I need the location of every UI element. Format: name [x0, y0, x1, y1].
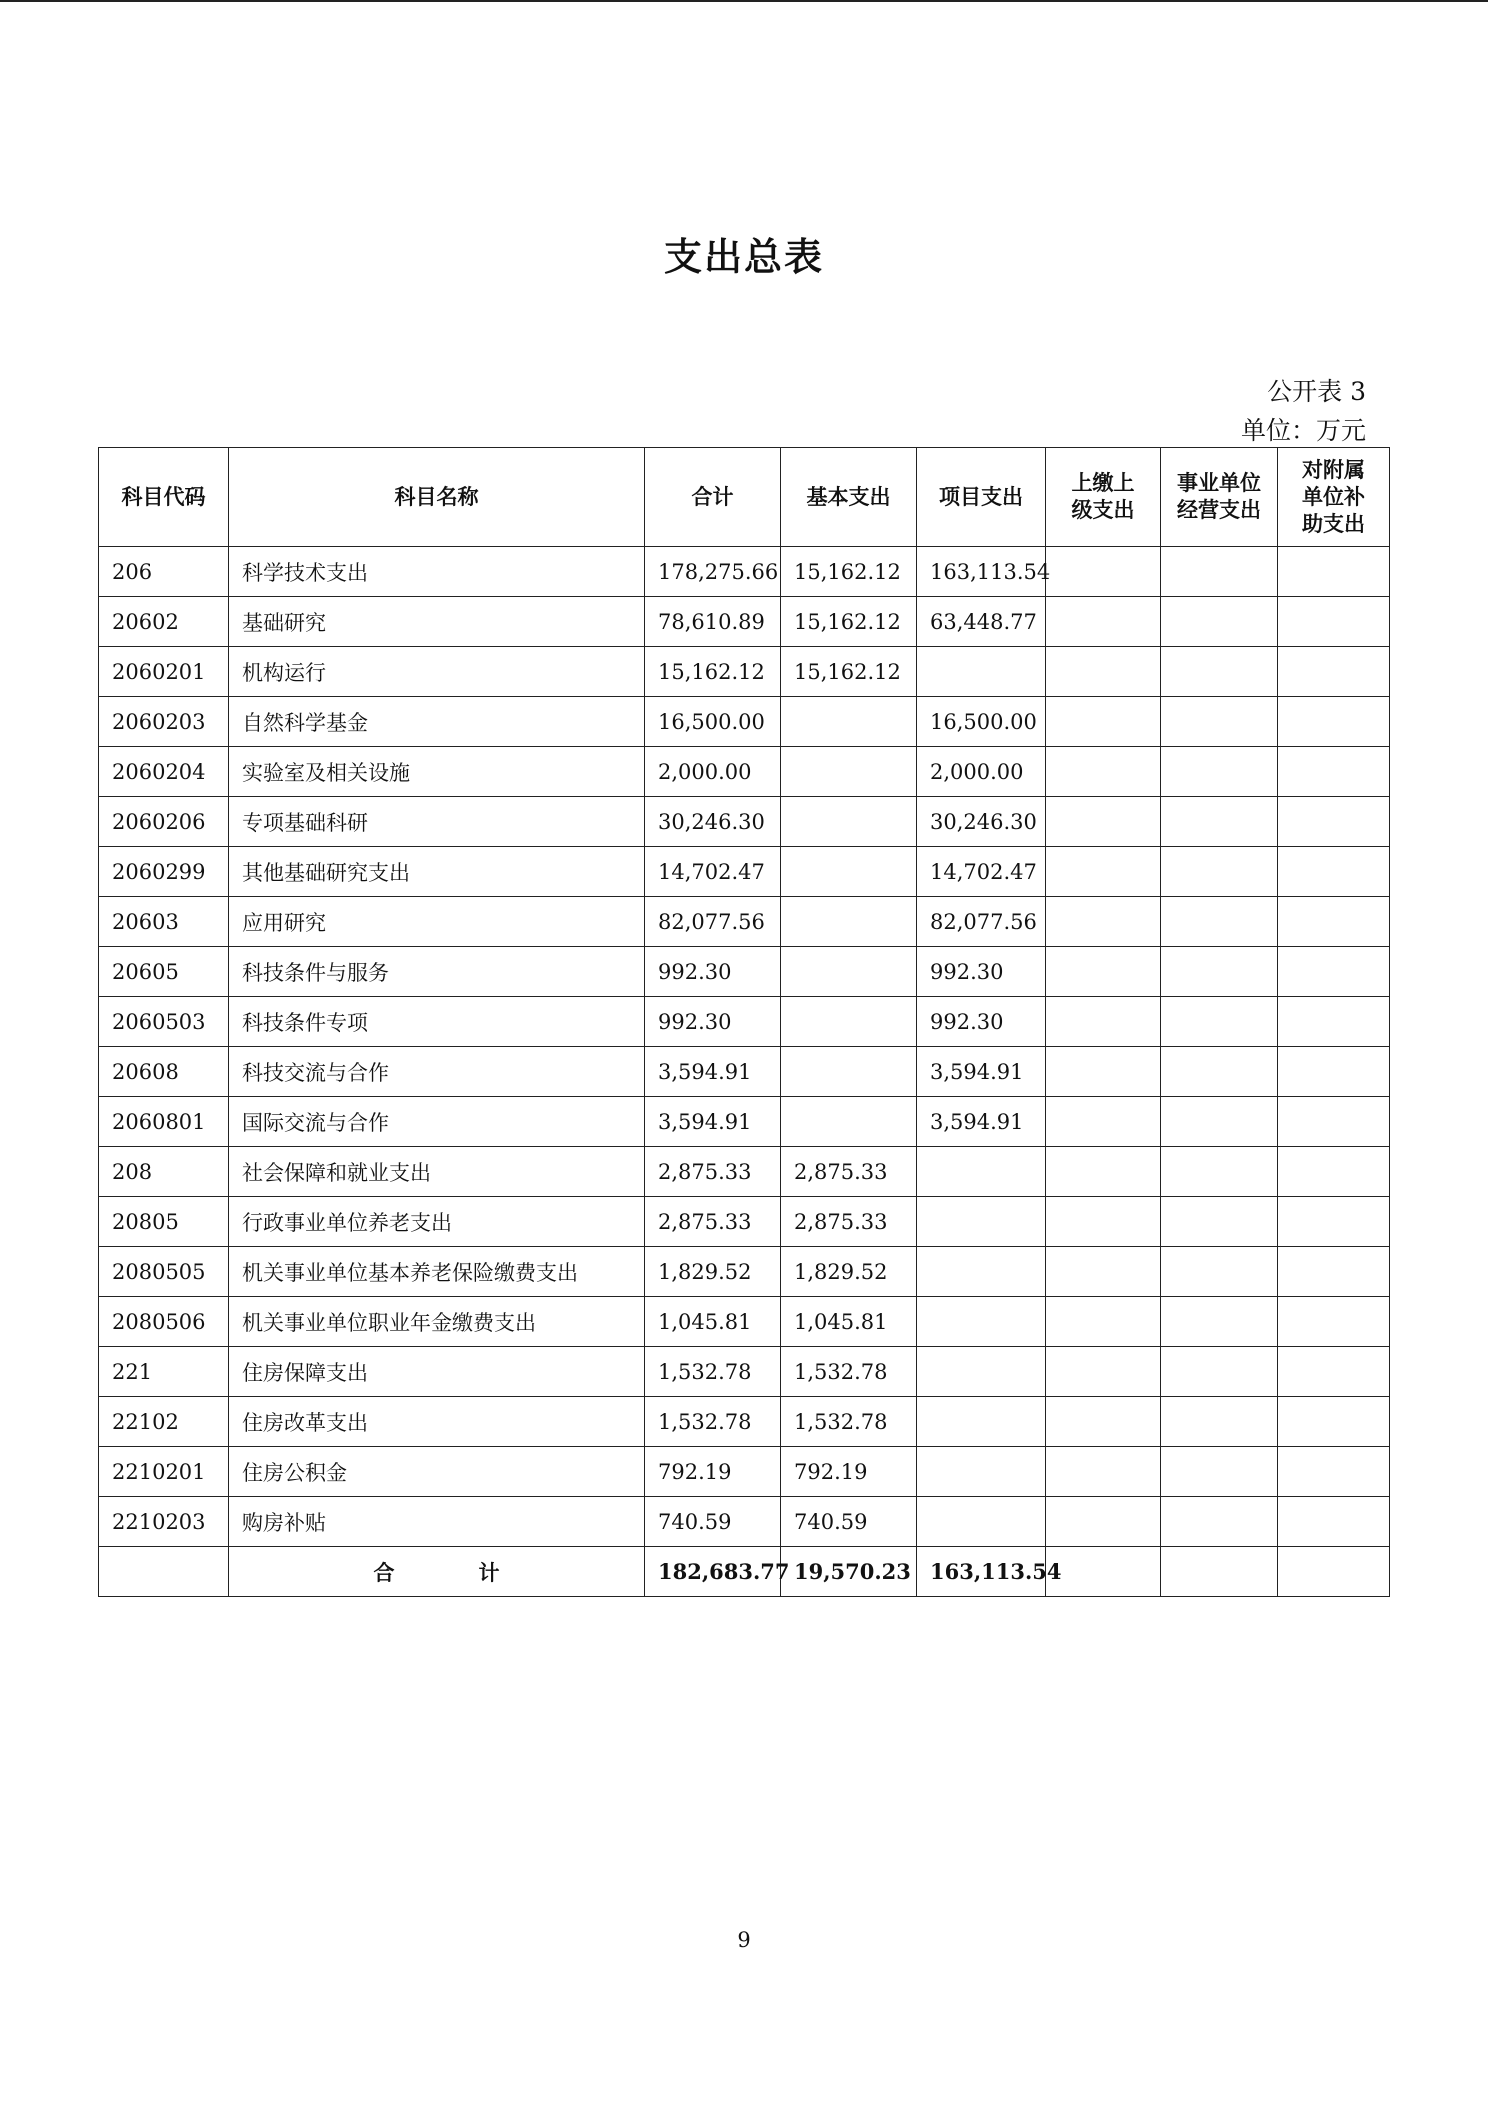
cell-upper [1046, 1297, 1161, 1347]
total-cell-code [99, 1547, 229, 1597]
page-title: 支出总表 [663, 235, 824, 279]
cell-business [1161, 897, 1278, 947]
header-code: 科目代码 [99, 448, 229, 547]
table-row [99, 597, 1390, 647]
cell-name: 实验室及相关设施 [229, 747, 645, 797]
cell-subsidy [1278, 647, 1390, 697]
cell-total: 1,829.52 [645, 1247, 781, 1297]
cell-upper [1046, 997, 1161, 1047]
cell-total: 3,594.91 [645, 1047, 781, 1097]
cell-project [917, 1347, 1046, 1397]
cell-project: 3,594.91 [917, 1097, 1046, 1147]
cell-project [917, 1397, 1046, 1447]
cell-name: 科技条件与服务 [229, 947, 645, 997]
cell-name: 住房保障支出 [229, 1347, 645, 1397]
cell-business [1161, 647, 1278, 697]
cell-basic: 15,162.12 [781, 547, 917, 597]
page-top-border [0, 0, 1488, 2]
table-row [99, 1247, 1390, 1297]
cell-project: 992.30 [917, 997, 1046, 1047]
cell-business [1161, 1247, 1278, 1297]
cell-name: 住房公积金 [229, 1447, 645, 1497]
cell-upper [1046, 1347, 1161, 1397]
cell-subsidy [1278, 1147, 1390, 1197]
total-cell-business [1161, 1547, 1278, 1597]
cell-project: 16,500.00 [917, 697, 1046, 747]
cell-basic [781, 1047, 917, 1097]
cell-code: 20603 [99, 897, 229, 947]
total-cell-upper [1046, 1547, 1161, 1597]
total-cell-project: 163,113.54 [917, 1547, 1046, 1597]
cell-upper [1046, 547, 1161, 597]
cell-upper [1046, 1497, 1161, 1547]
cell-subsidy [1278, 597, 1390, 647]
header-upper: 上缴上 级支出 [1046, 448, 1161, 547]
cell-total: 15,162.12 [645, 647, 781, 697]
cell-total: 792.19 [645, 1447, 781, 1497]
cell-subsidy [1278, 1497, 1390, 1547]
cell-subsidy [1278, 797, 1390, 847]
cell-subsidy [1278, 1247, 1390, 1297]
cell-upper [1046, 947, 1161, 997]
table-row [99, 1097, 1390, 1147]
cell-name: 住房改革支出 [229, 1397, 645, 1447]
total-row [99, 1547, 1390, 1597]
cell-upper [1046, 1097, 1161, 1147]
cell-subsidy [1278, 1297, 1390, 1347]
cell-code: 20608 [99, 1047, 229, 1097]
table-row [99, 1447, 1390, 1497]
cell-subsidy [1278, 897, 1390, 947]
table-row [99, 1397, 1390, 1447]
cell-subsidy [1278, 1197, 1390, 1247]
cell-subsidy [1278, 697, 1390, 747]
cell-code: 2210201 [99, 1447, 229, 1497]
cell-project [917, 1497, 1046, 1547]
cell-name: 专项基础科研 [229, 797, 645, 847]
table-row [99, 797, 1390, 847]
cell-business [1161, 1147, 1278, 1197]
cell-project: 2,000.00 [917, 747, 1046, 797]
cell-subsidy [1278, 1347, 1390, 1397]
cell-name: 其他基础研究支出 [229, 847, 645, 897]
cell-upper [1046, 647, 1161, 697]
cell-project [917, 1247, 1046, 1297]
cell-total: 178,275.66 [645, 547, 781, 597]
cell-upper [1046, 1397, 1161, 1447]
cell-total: 992.30 [645, 997, 781, 1047]
cell-project: 992.30 [917, 947, 1046, 997]
cell-subsidy [1278, 547, 1390, 597]
cell-name: 应用研究 [229, 897, 645, 947]
cell-business [1161, 1347, 1278, 1397]
cell-basic [781, 997, 917, 1047]
cell-project: 163,113.54 [917, 547, 1046, 597]
table-header-row [99, 448, 1390, 547]
cell-business [1161, 797, 1278, 847]
cell-name: 基础研究 [229, 597, 645, 647]
cell-business [1161, 597, 1278, 647]
cell-total: 82,077.56 [645, 897, 781, 947]
cell-name: 科技交流与合作 [229, 1047, 645, 1097]
header-subsidy: 对附属 单位补 助支出 [1278, 448, 1390, 547]
cell-basic: 2,875.33 [781, 1147, 917, 1197]
unit-label: 单位：万元 [1240, 416, 1366, 445]
cell-name: 机关事业单位基本养老保险缴费支出 [229, 1247, 645, 1297]
cell-basic: 2,875.33 [781, 1197, 917, 1247]
cell-basic [781, 697, 917, 747]
cell-basic: 1,829.52 [781, 1247, 917, 1297]
header-total: 合计 [645, 448, 781, 547]
cell-business [1161, 1397, 1278, 1447]
cell-project: 3,594.91 [917, 1047, 1046, 1097]
cell-code: 20605 [99, 947, 229, 997]
total-cell-label: 合 计 [229, 1547, 645, 1597]
table-row [99, 747, 1390, 797]
table-row [99, 697, 1390, 747]
header-project: 项目支出 [917, 448, 1046, 547]
table-row [99, 1297, 1390, 1347]
table-row [99, 847, 1390, 897]
expenditure-table [98, 447, 1390, 1597]
cell-subsidy [1278, 1047, 1390, 1097]
cell-subsidy [1278, 847, 1390, 897]
form-number: 公开表 3 [1267, 377, 1366, 406]
cell-code: 2080506 [99, 1297, 229, 1347]
cell-code: 2080505 [99, 1247, 229, 1297]
table-row [99, 1497, 1390, 1547]
cell-business [1161, 1447, 1278, 1497]
header-basic: 基本支出 [781, 448, 917, 547]
cell-subsidy [1278, 1397, 1390, 1447]
cell-code: 2060206 [99, 797, 229, 847]
cell-basic: 1,532.78 [781, 1397, 917, 1447]
table-row [99, 1047, 1390, 1097]
header-business: 事业单位 经营支出 [1161, 448, 1278, 547]
cell-business [1161, 947, 1278, 997]
cell-upper [1046, 1047, 1161, 1097]
cell-basic [781, 847, 917, 897]
cell-total: 16,500.00 [645, 697, 781, 747]
cell-business [1161, 697, 1278, 747]
cell-project: 14,702.47 [917, 847, 1046, 897]
cell-upper [1046, 1447, 1161, 1497]
table-row [99, 647, 1390, 697]
table-row [99, 547, 1390, 597]
cell-project [917, 647, 1046, 697]
cell-name: 行政事业单位养老支出 [229, 1197, 645, 1247]
cell-code: 2060201 [99, 647, 229, 697]
table-row [99, 897, 1390, 947]
header-name: 科目名称 [229, 448, 645, 547]
cell-total: 2,875.33 [645, 1147, 781, 1197]
cell-project: 82,077.56 [917, 897, 1046, 947]
cell-total: 3,594.91 [645, 1097, 781, 1147]
cell-subsidy [1278, 747, 1390, 797]
cell-code: 206 [99, 547, 229, 597]
cell-project: 30,246.30 [917, 797, 1046, 847]
page-number: 9 [737, 1928, 751, 1952]
cell-name: 机关事业单位职业年金缴费支出 [229, 1297, 645, 1347]
cell-upper [1046, 747, 1161, 797]
cell-code: 2060801 [99, 1097, 229, 1147]
cell-total: 1,532.78 [645, 1347, 781, 1397]
cell-upper [1046, 1247, 1161, 1297]
cell-business [1161, 847, 1278, 897]
cell-business [1161, 1197, 1278, 1247]
cell-subsidy [1278, 1097, 1390, 1147]
cell-basic [781, 947, 917, 997]
cell-basic: 740.59 [781, 1497, 917, 1547]
cell-project [917, 1147, 1046, 1197]
cell-total: 1,532.78 [645, 1397, 781, 1447]
cell-business [1161, 997, 1278, 1047]
cell-name: 国际交流与合作 [229, 1097, 645, 1147]
cell-business [1161, 1497, 1278, 1547]
cell-subsidy [1278, 947, 1390, 997]
cell-upper [1046, 1147, 1161, 1197]
cell-code: 22102 [99, 1397, 229, 1447]
cell-project [917, 1197, 1046, 1247]
table-row [99, 1197, 1390, 1247]
cell-upper [1046, 597, 1161, 647]
total-cell-total: 182,683.77 [645, 1547, 781, 1597]
cell-upper [1046, 1197, 1161, 1247]
cell-code: 221 [99, 1347, 229, 1397]
cell-code: 208 [99, 1147, 229, 1197]
cell-business [1161, 1047, 1278, 1097]
cell-business [1161, 547, 1278, 597]
cell-total: 1,045.81 [645, 1297, 781, 1347]
cell-total: 2,000.00 [645, 747, 781, 797]
cell-code: 2060204 [99, 747, 229, 797]
cell-total: 14,702.47 [645, 847, 781, 897]
cell-total: 992.30 [645, 947, 781, 997]
cell-subsidy [1278, 997, 1390, 1047]
cell-basic: 1,045.81 [781, 1297, 917, 1347]
cell-name: 购房补贴 [229, 1497, 645, 1547]
cell-code: 2060203 [99, 697, 229, 747]
table-row [99, 997, 1390, 1047]
table-row [99, 1347, 1390, 1397]
cell-code: 20602 [99, 597, 229, 647]
cell-name: 科学技术支出 [229, 547, 645, 597]
cell-basic [781, 797, 917, 847]
table-row [99, 947, 1390, 997]
cell-project: 63,448.77 [917, 597, 1046, 647]
cell-basic: 15,162.12 [781, 647, 917, 697]
cell-basic: 792.19 [781, 1447, 917, 1497]
cell-total: 78,610.89 [645, 597, 781, 647]
cell-business [1161, 747, 1278, 797]
cell-name: 社会保障和就业支出 [229, 1147, 645, 1197]
total-cell-basic: 19,570.23 [781, 1547, 917, 1597]
cell-name: 科技条件专项 [229, 997, 645, 1047]
cell-code: 2060503 [99, 997, 229, 1047]
cell-upper [1046, 697, 1161, 747]
cell-name: 自然科学基金 [229, 697, 645, 747]
cell-project [917, 1447, 1046, 1497]
cell-code: 2060299 [99, 847, 229, 897]
cell-basic [781, 747, 917, 797]
cell-code: 20805 [99, 1197, 229, 1247]
cell-upper [1046, 847, 1161, 897]
table-row [99, 1147, 1390, 1197]
cell-total: 740.59 [645, 1497, 781, 1547]
cell-basic: 15,162.12 [781, 597, 917, 647]
cell-project [917, 1297, 1046, 1347]
cell-basic [781, 1097, 917, 1147]
cell-business [1161, 1297, 1278, 1347]
cell-basic [781, 897, 917, 947]
cell-total: 2,875.33 [645, 1197, 781, 1247]
cell-code: 2210203 [99, 1497, 229, 1547]
cell-upper [1046, 797, 1161, 847]
cell-total: 30,246.30 [645, 797, 781, 847]
cell-business [1161, 1097, 1278, 1147]
cell-basic: 1,532.78 [781, 1347, 917, 1397]
cell-name: 机构运行 [229, 647, 645, 697]
cell-upper [1046, 897, 1161, 947]
total-cell-subsidy [1278, 1547, 1390, 1597]
cell-subsidy [1278, 1447, 1390, 1497]
